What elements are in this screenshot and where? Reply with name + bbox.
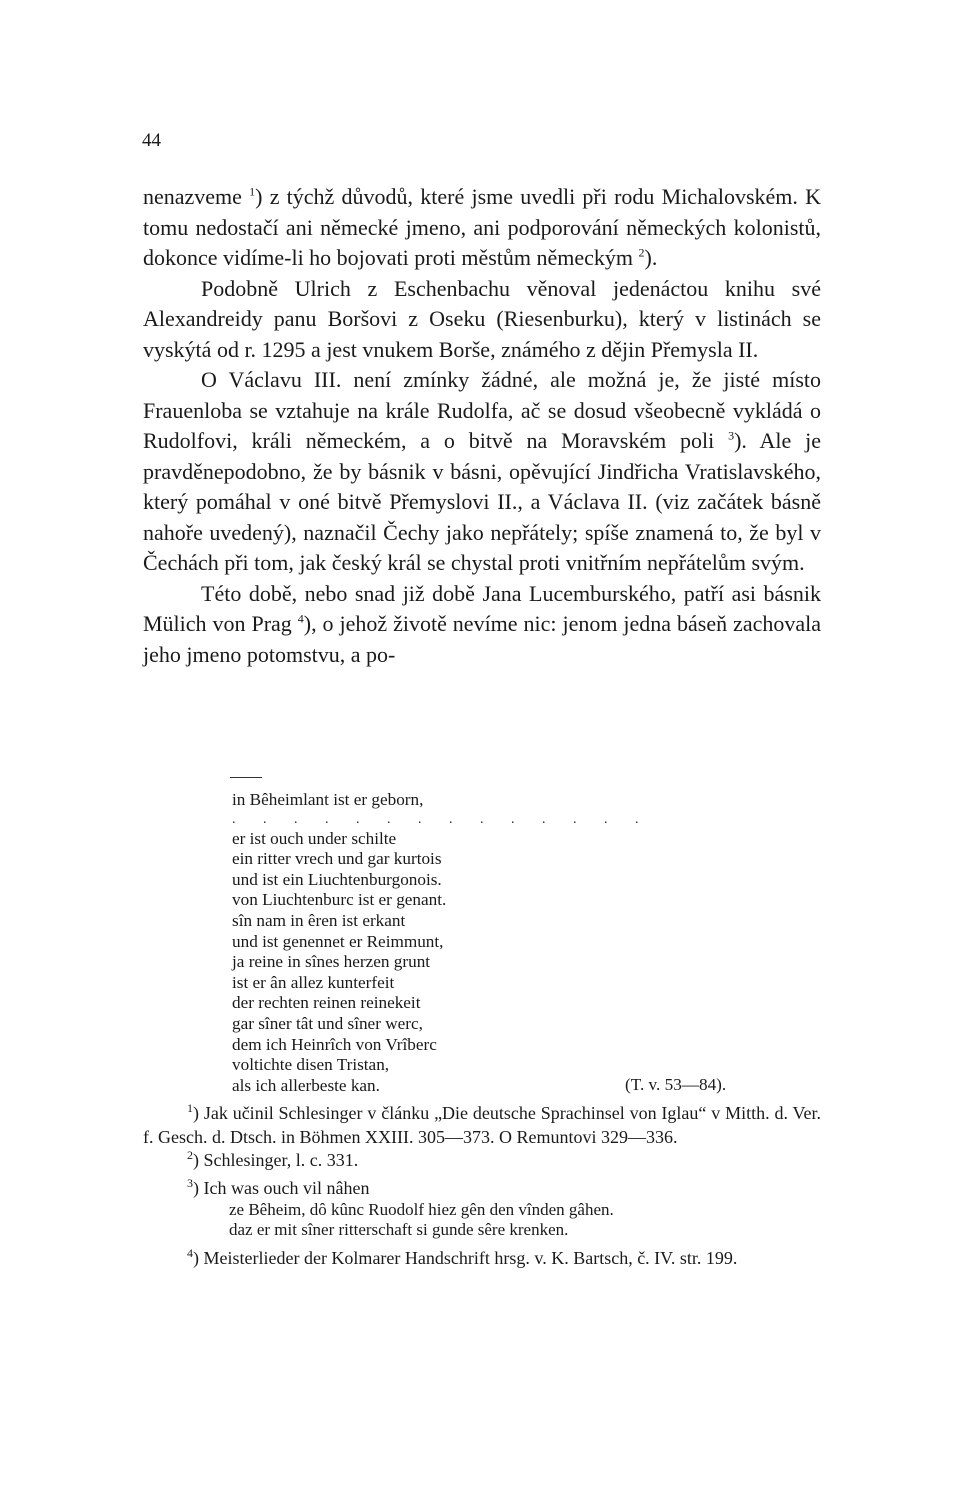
text-run: Podobně Ulrich z Eschenbachu věnoval jedenáctou knihu své Alexandreidy panu Boršovi z Oseku (Riesenburku), který v listinách se vyskýtá od r. 1295 a jest vnukem Borše, známého z dějin Přemysla II. bbox=[143, 275, 821, 362]
footnote-text: ) Schlesinger, l. c. 331. bbox=[193, 1150, 359, 1170]
paragraph-4 bbox=[143, 579, 821, 671]
verse-line: von Liuchtenburc ist er genant. bbox=[232, 890, 447, 910]
paragraph-3 bbox=[143, 365, 821, 579]
text-run: ). bbox=[644, 245, 658, 270]
footnote-verse-line: daz er mit sîner ritterschaft si gunde sêre krenken. bbox=[229, 1219, 569, 1239]
verse-line: der rechten reinen reinekeit bbox=[232, 993, 421, 1013]
footnote-verse-line: ze Bêheim, dô kûnc Ruodolf hiez gên den vînden gâhen. bbox=[229, 1200, 614, 1219]
footnote-2 bbox=[143, 1149, 821, 1173]
footnote-marker: 3 bbox=[187, 1175, 193, 1190]
footnotes bbox=[143, 1102, 821, 1271]
verse-line: dem ich Heinrîch von Vrîberc bbox=[232, 1034, 437, 1054]
verse-line: ja reine in sînes herzen grunt bbox=[232, 952, 431, 972]
verse-quotation bbox=[232, 790, 812, 1096]
text-run: O Václavu III. není zmínky žádné, ale možná je, že jisté místo Frauenloba se vztahuje na krále Rudolfa, ač se dosud všeobecně vykládá o Rudolfovi, králi německém, a o bitvě na Moravském poli bbox=[143, 367, 821, 453]
text-run: Této době, nebo snad již době Jana Lucemburského, patří asi básnik Mülich von Prag bbox=[143, 580, 821, 636]
verse-line: sîn nam in êren ist erkant bbox=[232, 910, 406, 930]
verse-lines bbox=[232, 829, 812, 1097]
footnote-1 bbox=[143, 1102, 821, 1149]
ellipsis-dots: . . . . . . . . . . . . . . bbox=[232, 811, 651, 827]
verse-line: ist er ân allez kunterfeit bbox=[232, 972, 395, 992]
footnote-marker: 1 bbox=[187, 1101, 193, 1115]
footnote-verse-line: ) Ich was ouch vil nâhen bbox=[193, 1177, 370, 1198]
body-text bbox=[143, 182, 821, 670]
footnote-reference: 2 bbox=[638, 245, 645, 260]
footnote-reference: 3 bbox=[728, 428, 735, 443]
footnote-reference: 1 bbox=[249, 184, 256, 199]
verse-line: in Bêheimlant ist er geborn, bbox=[232, 790, 424, 809]
text-run: nenazveme bbox=[143, 184, 250, 209]
verse-line: voltichte disen Tristan, bbox=[232, 1055, 390, 1075]
verse-reference: (T. v. 53—84). bbox=[625, 1075, 727, 1094]
page-number: 44 bbox=[142, 130, 161, 151]
footnote-text: ) Jak učinil Schlesinger v článku „Die deutsche Sprachinsel von Iglau“ v Mitth. d. Ver. f. Gesch. d. Dtsch. in Böhmen XXIII. 305—373. O Remuntovi 329—336. bbox=[143, 1103, 821, 1147]
footnote-text: ) Meisterlieder der Kolmarer Handschrift hrsg. v. K. Bartsch, č. IV. str. 199. bbox=[193, 1248, 738, 1268]
text-run: ) z týchž důvodů, které jsme uvedli při rodu Michalovském. K tomu nedostačí ani německé jmeno, ani podporování německých kolonistů, dokonce vidíme-li ho bojovati proti městům německým bbox=[143, 184, 821, 270]
verse-line: er ist ouch under schilte bbox=[232, 828, 397, 848]
text-run: ). Ale je pravděnepodobno, že by básnik v básni, opěvující Jindřicha Vratislavského, který pomáhal v oné bitvě Přemyslovi II., a Václava II. (viz začátek básně nahoře uvedený), naznačil Čechy jako nepřátely; spíše znamená to, že byl v Čechách při tom, jak český král se chystal proti vnitřním nepřátelům svým. bbox=[143, 428, 821, 575]
footnote-3 bbox=[143, 1177, 821, 1240]
verse-line: als ich allerbeste kan. bbox=[232, 1075, 380, 1095]
separator-rule bbox=[230, 777, 262, 778]
footnote-4 bbox=[143, 1247, 821, 1271]
verse-line: und ist ein Liuchtenburgonois. bbox=[232, 869, 442, 889]
verse-line: gar sîner tât und sîner werc, bbox=[232, 1013, 423, 1033]
paragraph-1 bbox=[143, 182, 821, 274]
verse-line: und ist genennet er Reimmunt, bbox=[232, 931, 444, 951]
footnote-3-line bbox=[143, 1177, 821, 1201]
paragraph-2 bbox=[143, 274, 821, 366]
verse-line: ein ritter vrech und gar kurtois bbox=[232, 849, 442, 869]
footnote-marker: 2 bbox=[187, 1148, 193, 1162]
footnote-marker: 4 bbox=[187, 1246, 193, 1260]
footnote-reference: 4 bbox=[297, 611, 304, 626]
text-run: ), o jehož životě nevíme nic: jenom jedna báseň zachovala jeho jmeno potomstvu, a po- bbox=[143, 611, 821, 667]
